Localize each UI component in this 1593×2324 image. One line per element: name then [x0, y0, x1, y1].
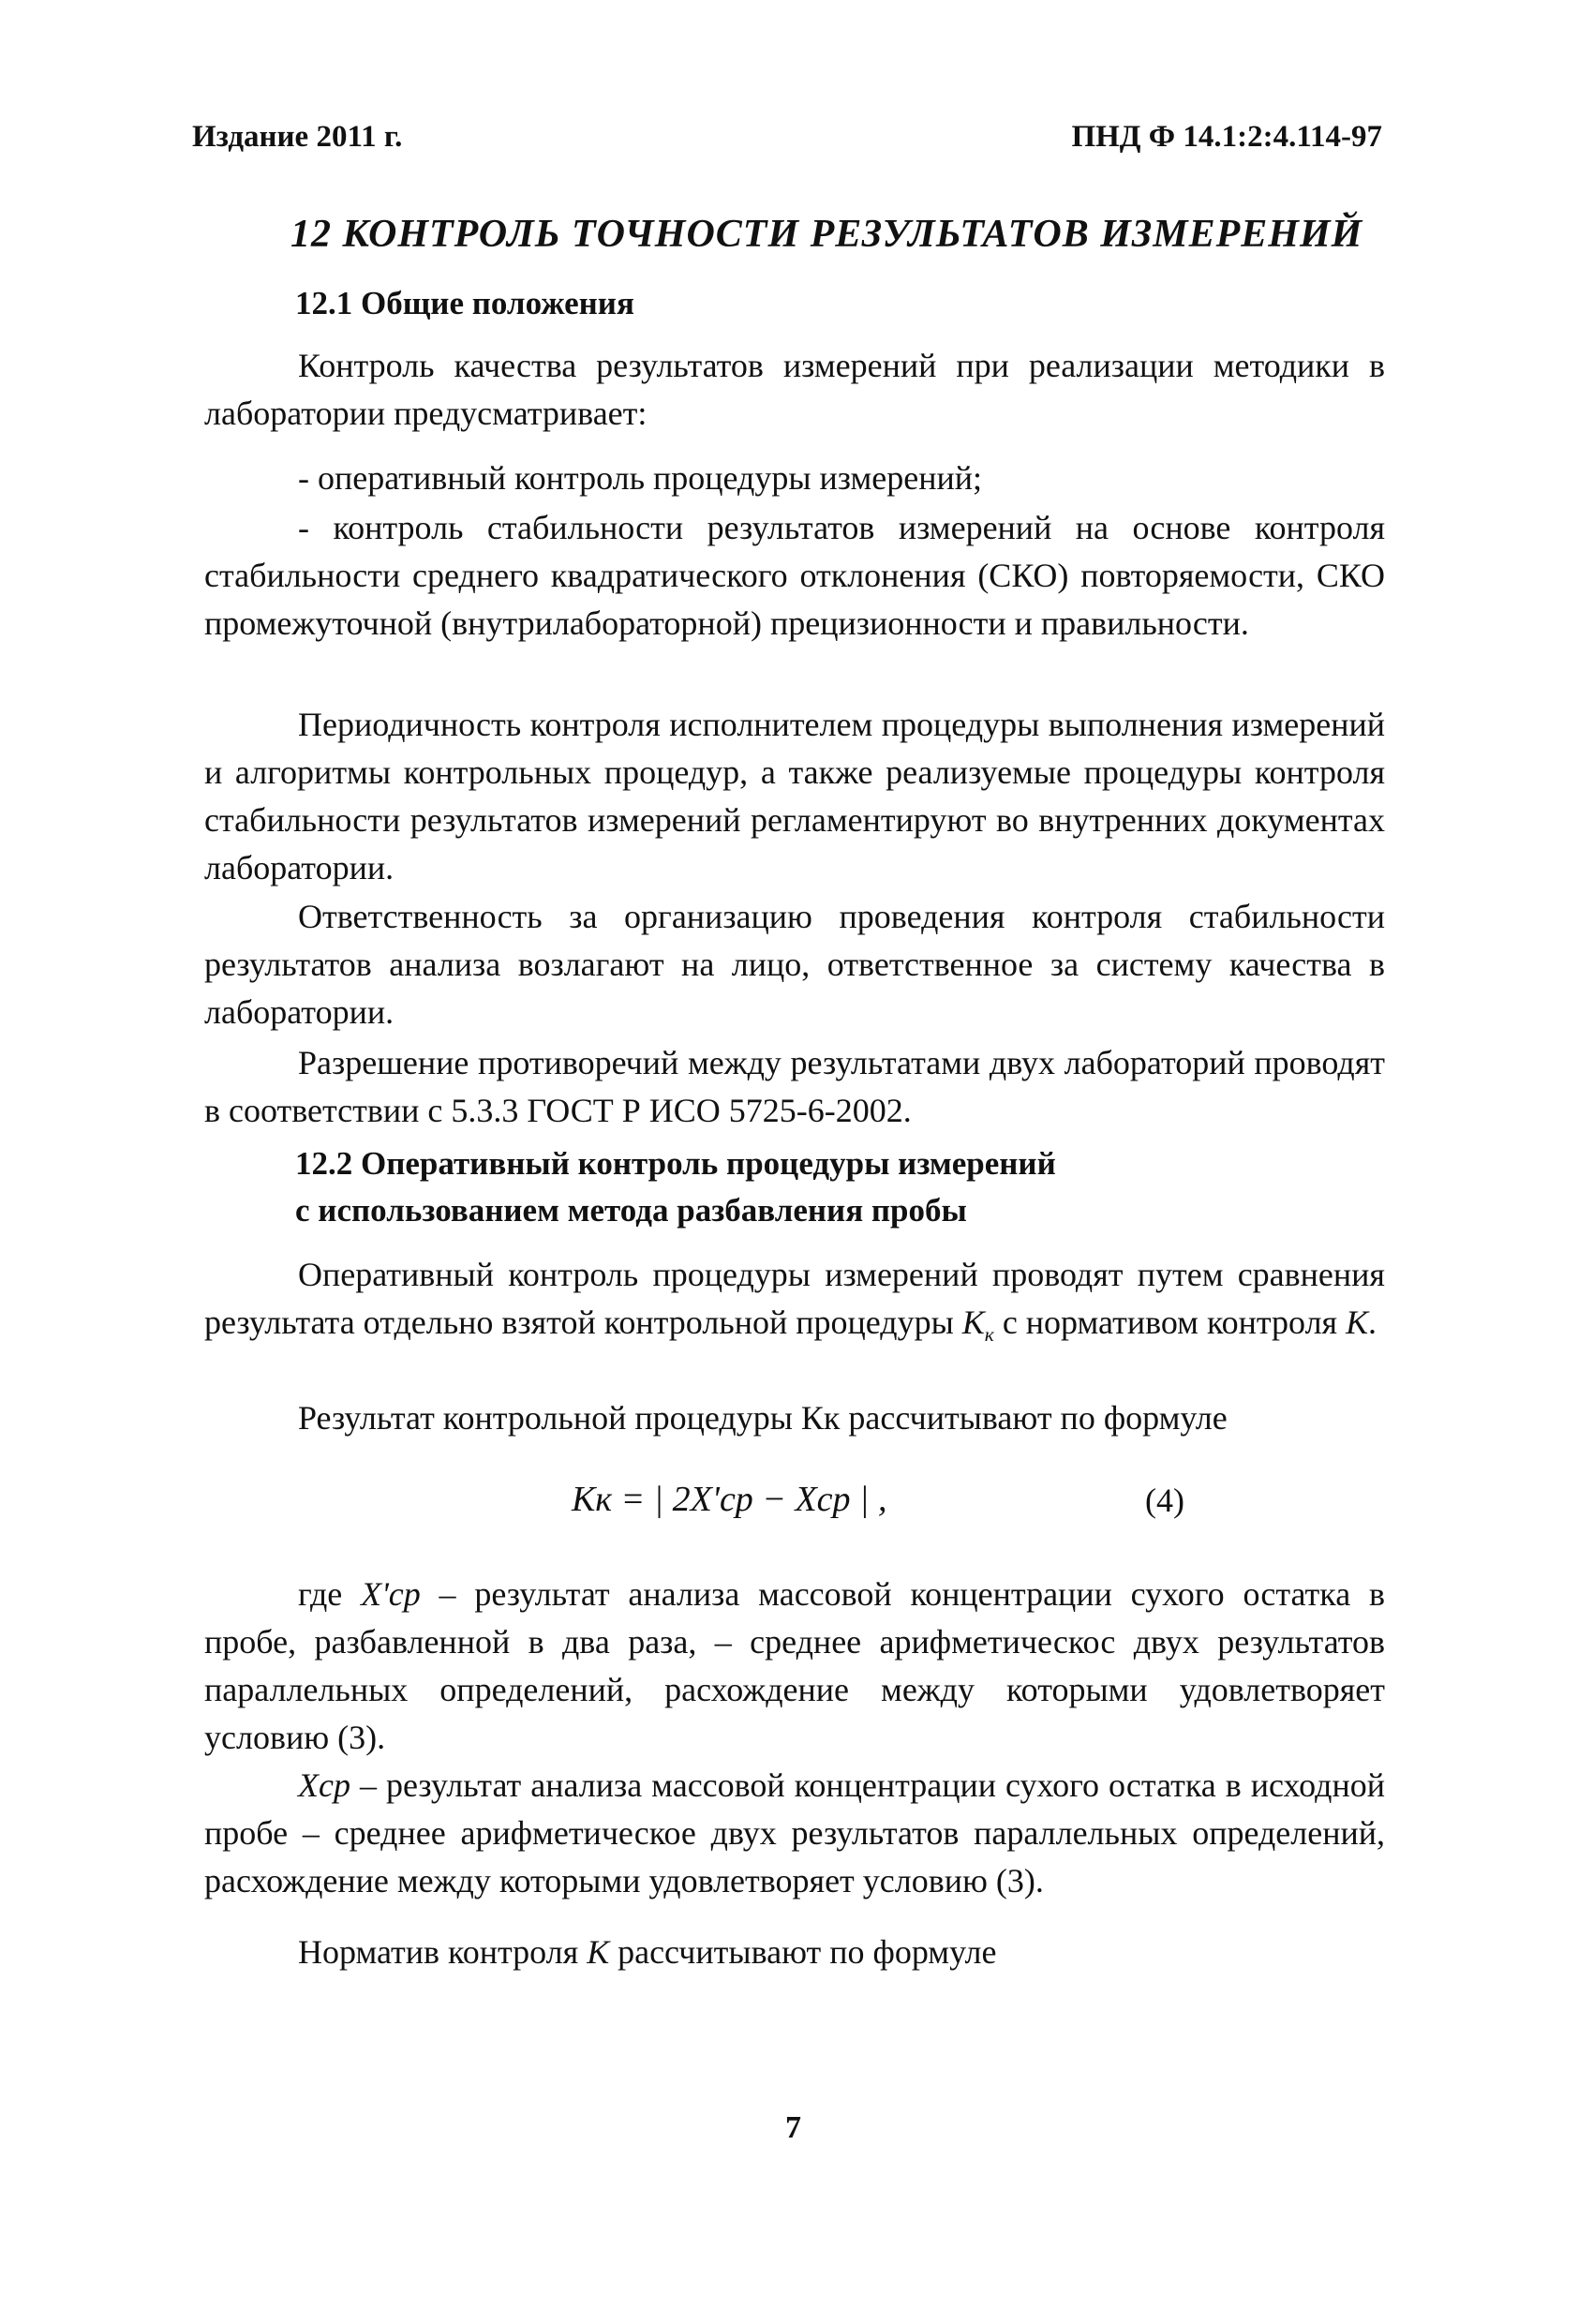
text-span: Норматив контроля	[298, 1933, 588, 1971]
paragraph-responsibility: Ответственность за организацию проведения контроля стабильности результатов анализа возлагают на лицо, ответственное за систему качества в лаборатории.	[204, 898, 1385, 1031]
paragraph-periodicity: Периодичность контроля исполнителем процедуры выполнения измерений и алгоритмы контрольных процедур, а также реализуемые процедуры контроля стабильности результатов измерений регламентируют во внутренних документах лаборатории.	[204, 706, 1385, 886]
text-span: рассчитывают по формуле	[609, 1933, 997, 1971]
paragraph-where-xcp-prime	[204, 1571, 1385, 1762]
paragraph-formula-intro: Результат контрольной процедуры Кк рассчитывают по формуле	[298, 1399, 1228, 1437]
subsection-12-1-title: 12.1 Общие положения	[295, 285, 634, 321]
formula-4: Кк = | 2X'ср − Xср | ,	[572, 1480, 887, 1519]
text-span: с нормативом контроля	[993, 1304, 1347, 1341]
symbol-xcp: Xср	[298, 1766, 350, 1804]
text-span: .	[1368, 1304, 1377, 1341]
symbol-kk	[961, 1304, 994, 1347]
text-span: – результат анализа массовой концентрации сухого остатка в исходной пробе – среднее арифметическое двух результатов параллельных определений, расхождение между которыми удовлетворяет условию (3).	[204, 1766, 1385, 1899]
paragraph-contradictions: Разрешение противоречий между результатами двух лабораторий проводят в соответствии с 5.3.3 ГОСТ Р ИСО 5725-6-2002.	[204, 1044, 1385, 1129]
section-title: 12 КОНТРОЛЬ ТОЧНОСТИ РЕЗУЛЬТАТОВ ИЗМЕРЕНИЙ	[290, 213, 1363, 256]
symbol-xcp-prime: X'ср	[361, 1575, 421, 1613]
paragraph-operational-method	[204, 1251, 1385, 1359]
paragraph-norm-intro	[204, 1929, 1385, 1976]
paragraph-operational-control: - оперативный контроль процедуры измерений;	[298, 459, 983, 497]
subsection-12-2-title-line1: 12.2 Оперативный контроль процедуры измерений	[295, 1145, 1056, 1182]
paragraph-stability-control: - контроль стабильности результатов измерений на основе контроля стабильности среднего квадратического отклонения (СКО) повторяемости, СКО промежуточной (внутрилабораторной) прецизионности и правильности.	[204, 509, 1385, 642]
subsection-12-2-title-line2: с использованием метода разбавления пробы	[295, 1192, 967, 1229]
edition-label: Издание 2011 г.	[192, 120, 403, 154]
page-header	[192, 120, 1382, 167]
paragraph-xcp	[204, 1762, 1385, 1905]
symbol-k: К	[1346, 1304, 1368, 1341]
text-span: – результат анализа массовой концентрации сухого остатка в пробе, разбавленной в два раза, – среднее арифметическос двух результатов параллельных определений, расхождение между которыми удовлетворяет условию (3).	[204, 1575, 1385, 1756]
symbol-text: К	[961, 1304, 985, 1341]
text-span: где	[298, 1575, 362, 1613]
text-span: Оперативный контроль процедуры измерений проводят путем сравнения результата отдельно взятой контрольной процедуры	[204, 1256, 1385, 1341]
document-code: ПНД Ф 14.1:2:4.114-97	[1071, 120, 1382, 154]
page-number: 7	[785, 2110, 801, 2145]
symbol-subscript: к	[984, 1323, 994, 1347]
symbol-k: К	[587, 1933, 610, 1971]
paragraph-intro: Контроль качества результатов измерений при реализации методики в лаборатории предусматривает:	[204, 347, 1385, 432]
formula-number: (4)	[1145, 1482, 1184, 1519]
